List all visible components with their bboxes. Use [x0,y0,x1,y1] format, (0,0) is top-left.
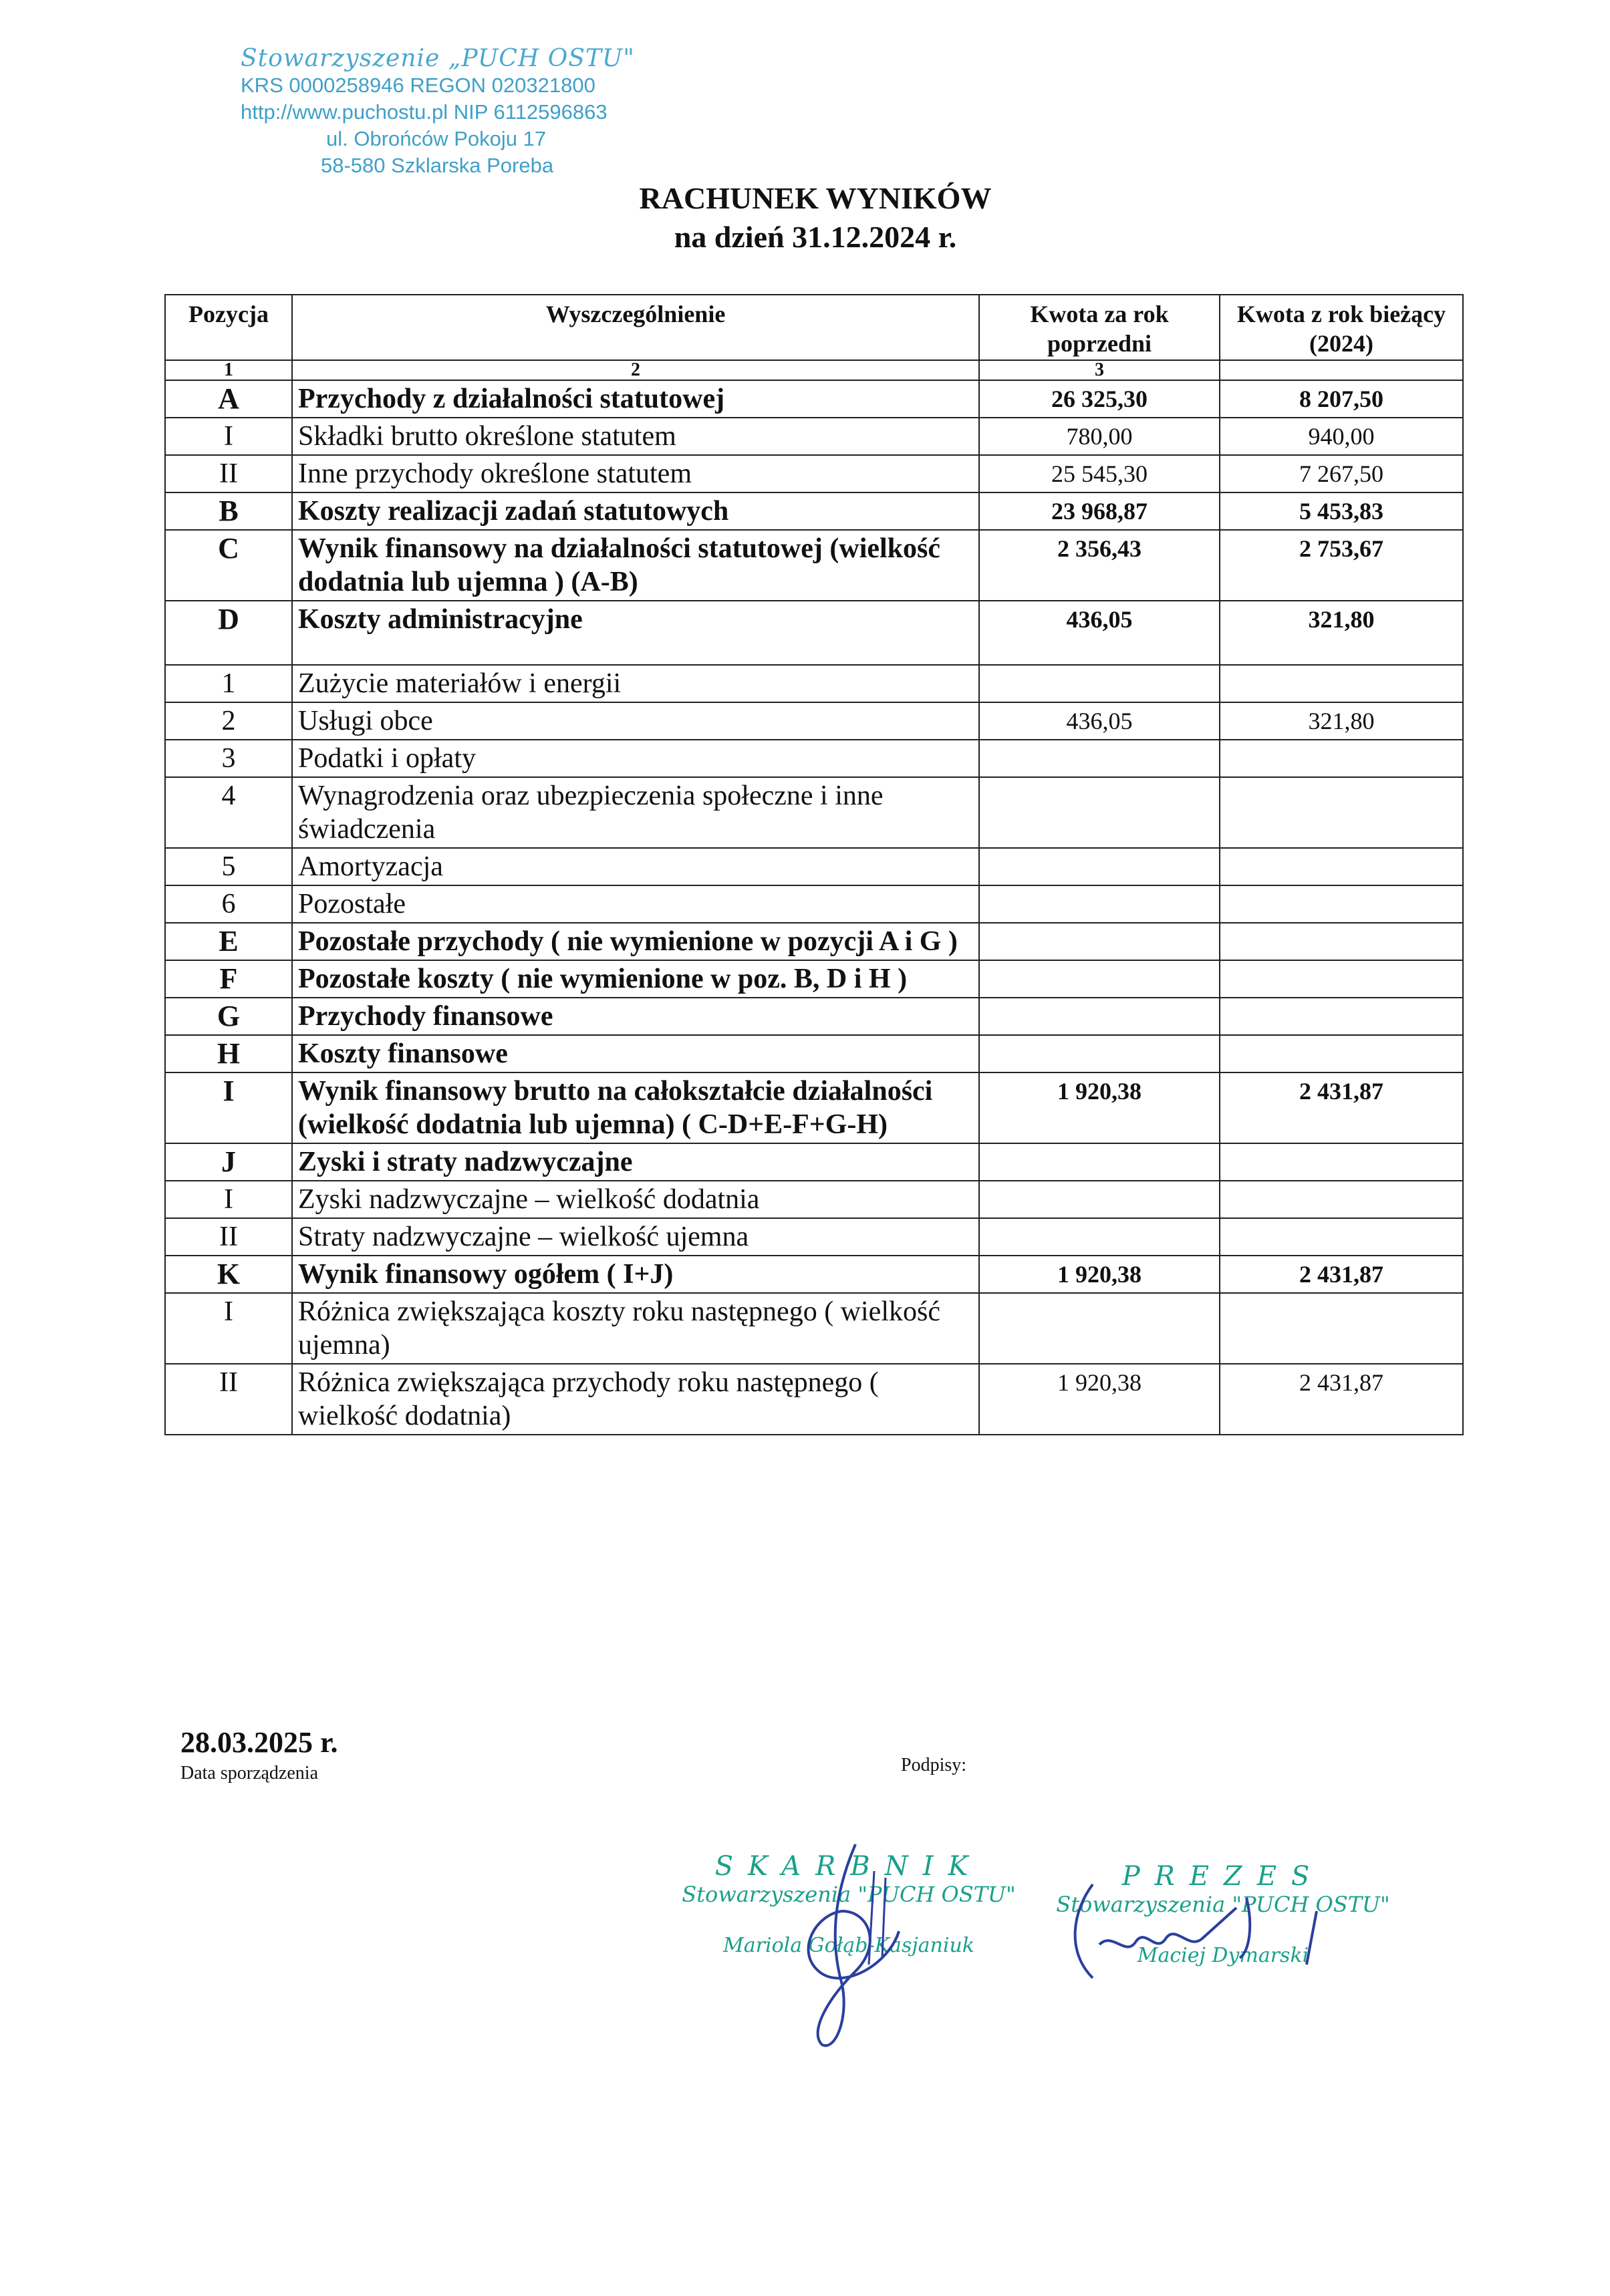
row-amount-previous [979,923,1220,960]
row-position: I [165,1293,292,1364]
row-amount-current: 2 753,67 [1220,530,1463,601]
row-amount-current [1220,1035,1463,1072]
skarbnik-person: Mariola Gołąb-Kasjaniuk [723,1934,974,1957]
row-position: 2 [165,702,292,740]
row-position: II [165,1218,292,1256]
row-position: II [165,1364,292,1435]
row-amount-previous [979,1218,1220,1256]
row-amount-previous: 2 356,43 [979,530,1220,601]
results-table [164,294,1464,1435]
row-description: Różnica zwiększająca koszty roku następnego ( wielkość ujemna) [292,1293,979,1364]
row-amount-previous [979,665,1220,702]
table-row [165,380,1463,418]
row-amount-previous: 25 545,30 [979,455,1220,492]
row-description: Wynik finansowy na działalności statutowej (wielkość dodatnia lub ujemna ) (A-B) [292,530,979,601]
row-description: Pozostałe przychody ( nie wymienione w pozycji A i G ) [292,923,979,960]
row-amount-previous [979,777,1220,848]
row-position: I [165,1072,292,1143]
stamp-krs-regon: KRS 0000258946 REGON 020321800 [241,74,595,97]
row-amount-previous [979,740,1220,777]
row-description: Straty nadzwyczajne – wielkość ujemna [292,1218,979,1256]
row-amount-current: 940,00 [1220,418,1463,455]
preparation-date-label: Data sporządzenia [180,1763,318,1783]
row-amount-current: 321,80 [1220,601,1463,665]
row-description: Koszty finansowe [292,1035,979,1072]
table-row [165,740,1463,777]
row-amount-current: 8 207,50 [1220,380,1463,418]
header-row [165,295,1463,360]
row-amount-previous: 26 325,30 [979,380,1220,418]
row-amount-current [1220,1143,1463,1181]
row-amount-previous: 436,05 [979,601,1220,665]
header-prev-year: Kwota za rok poprzedni [979,295,1220,360]
row-amount-current [1220,1181,1463,1218]
table-row [165,998,1463,1035]
row-description: Usługi obce [292,702,979,740]
row-position: 4 [165,777,292,848]
row-amount-current: 7 267,50 [1220,455,1463,492]
preparation-date: 28.03.2025 r. [180,1726,338,1759]
row-description: Różnica zwiększająca przychody roku następnego ( wielkość dodatnia) [292,1364,979,1435]
row-amount-previous [979,1035,1220,1072]
results-table-body [165,380,1463,1435]
row-amount-current: 2 431,87 [1220,1256,1463,1293]
table-row [165,777,1463,848]
column-number: 1 [165,360,292,380]
table-row [165,702,1463,740]
row-description: Przychody z działalności statutowej [292,380,979,418]
row-description: Składki brutto określone statutem [292,418,979,455]
table-row [165,885,1463,923]
row-amount-current [1220,740,1463,777]
row-amount-current [1220,960,1463,998]
row-description: Inne przychody określone statutem [292,455,979,492]
prezes-person: Maciej Dymarski [1137,1944,1309,1967]
prezes-signature [1053,1871,1333,2005]
table-row [165,960,1463,998]
association-stamp [241,45,695,179]
row-description: Wynik finansowy brutto na całokształcie działalności (wielkość dodatnia lub ujemna) ( C-D+E-F+G-H) [292,1072,979,1143]
row-amount-previous: 1 920,38 [979,1072,1220,1143]
row-description: Podatki i opłaty [292,740,979,777]
skarbnik-role: SKARBNIK [714,1851,983,1882]
skarbnik-org: Stowarzyszenia "PUCH OSTU" [682,1882,1016,1907]
signatures-label: Podpisy: [901,1755,967,1775]
table-row [165,848,1463,885]
column-number: 3 [979,360,1220,380]
row-position: 5 [165,848,292,885]
table-row [165,530,1463,601]
row-position: E [165,923,292,960]
row-amount-previous: 23 968,87 [979,492,1220,530]
stamp-web-nip: http://www.puchostu.pl NIP 6112596863 [241,100,608,124]
table-row [165,455,1463,492]
table-row [165,923,1463,960]
row-description: Koszty realizacji zadań statutowych [292,492,979,530]
skarbnik-signature [755,1831,929,2071]
row-position: B [165,492,292,530]
row-position: 1 [165,665,292,702]
row-amount-previous: 780,00 [979,418,1220,455]
row-amount-current: 2 431,87 [1220,1364,1463,1435]
row-position: F [165,960,292,998]
row-position: A [165,380,292,418]
table-row [165,665,1463,702]
row-amount-current [1220,998,1463,1035]
row-position: K [165,1256,292,1293]
table-row [165,492,1463,530]
row-position: I [165,1181,292,1218]
prezes-org: Stowarzyszenia "PUCH OSTU" [1056,1892,1390,1917]
row-amount-previous [979,1181,1220,1218]
row-amount-current [1220,1218,1463,1256]
stamp-association-name: Stowarzyszenie „PUCH OSTU" [241,45,635,72]
row-amount-current [1220,1293,1463,1364]
row-amount-previous [979,960,1220,998]
table-row [165,1035,1463,1072]
document-title [575,179,1056,257]
row-position: 6 [165,885,292,923]
row-amount-current [1220,777,1463,848]
table-row [165,1293,1463,1364]
row-amount-current [1220,848,1463,885]
row-description: Wynagrodzenia oraz ubezpieczenia społeczne i inne świadczenia [292,777,979,848]
row-description: Zyski nadzwyczajne – wielkość dodatnia [292,1181,979,1218]
row-position: II [165,455,292,492]
table-row [165,1256,1463,1293]
row-position: I [165,418,292,455]
prezes-role: PREZES [1121,1861,1325,1892]
row-amount-previous: 1 920,38 [979,1364,1220,1435]
table-row [165,418,1463,455]
date-block [180,1724,338,1785]
row-amount-previous [979,848,1220,885]
row-description: Wynik finansowy ogółem ( I+J) [292,1256,979,1293]
row-position: H [165,1035,292,1072]
row-position: C [165,530,292,601]
row-description: Przychody finansowe [292,998,979,1035]
table-row [165,601,1463,665]
table-row [165,1143,1463,1181]
row-amount-previous [979,1143,1220,1181]
row-amount-current [1220,923,1463,960]
column-number-row [165,360,1463,380]
table-row [165,1181,1463,1218]
row-description: Amortyzacja [292,848,979,885]
row-amount-current [1220,885,1463,923]
stamp-street: ul. Obrońców Pokoju 17 [326,127,547,150]
table-row [165,1072,1463,1143]
row-amount-previous [979,1293,1220,1364]
table-row [165,1364,1463,1435]
row-position: D [165,601,292,665]
row-amount-current: 5 453,83 [1220,492,1463,530]
row-amount-previous [979,885,1220,923]
row-description: Pozostałe [292,885,979,923]
column-number: 2 [292,360,979,380]
row-position: 3 [165,740,292,777]
row-position: J [165,1143,292,1181]
title-date: na dzień 31.12.2024 r. [674,220,957,254]
table-row [165,1218,1463,1256]
row-amount-previous: 1 920,38 [979,1256,1220,1293]
stamp-city: 58-580 Szklarska Poreba [321,154,554,177]
row-position: G [165,998,292,1035]
row-amount-current: 2 431,87 [1220,1072,1463,1143]
row-amount-current: 321,80 [1220,702,1463,740]
header-pozycja: Pozycja [165,295,292,360]
title-main: RACHUNEK WYNIKÓW [639,181,992,215]
row-description: Zużycie materiałów i energii [292,665,979,702]
header-wyszczegolnienie: Wyszczególnienie [292,295,979,360]
row-amount-current [1220,665,1463,702]
header-current-year: Kwota z rok bieżący (2024) [1220,295,1463,360]
row-amount-previous [979,998,1220,1035]
column-number [1220,360,1463,380]
row-amount-previous: 436,05 [979,702,1220,740]
row-description: Koszty administracyjne [292,601,979,665]
row-description: Pozostałe koszty ( nie wymienione w poz. B, D i H ) [292,960,979,998]
row-description: Zyski i straty nadzwyczajne [292,1143,979,1181]
